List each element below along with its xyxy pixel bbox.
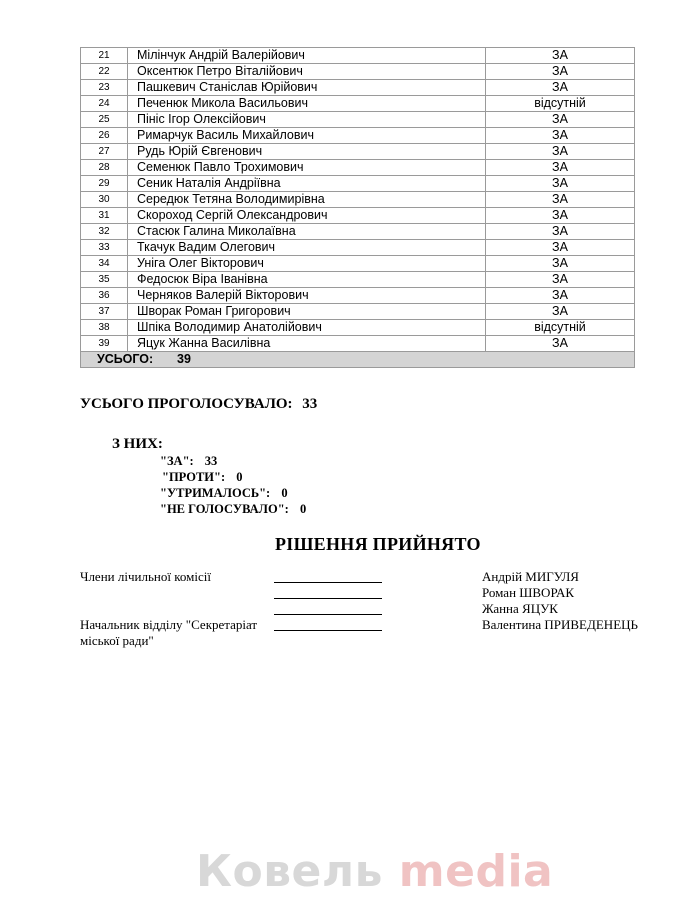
row-number: 32 xyxy=(81,224,128,240)
head-name: Валентина ПРИВЕДЕНЕЦЬ xyxy=(482,617,638,632)
vote-result: ЗА xyxy=(486,240,635,256)
vote-result: ЗА xyxy=(486,176,635,192)
table-row xyxy=(81,304,635,320)
signature-line-4 xyxy=(274,630,382,631)
vote-result: ЗА xyxy=(486,336,635,352)
row-number: 25 xyxy=(81,112,128,128)
table-row xyxy=(81,192,635,208)
row-number: 23 xyxy=(81,80,128,96)
table-row xyxy=(81,112,635,128)
deputy-name: Мілінчук Андрій Валерійович xyxy=(128,48,486,64)
table-row xyxy=(81,208,635,224)
vote-result: ЗА xyxy=(486,272,635,288)
table-row xyxy=(81,256,635,272)
row-number: 21 xyxy=(81,48,128,64)
vote-result: ЗА xyxy=(486,64,635,80)
vote-result: ЗА xyxy=(486,224,635,240)
member-name-3: Жанна ЯЦУК xyxy=(482,601,558,616)
vote-result: відсутній xyxy=(486,320,635,336)
deputy-name: Уніга Олег Вікторович xyxy=(128,256,486,272)
voted-label: УСЬОГО ПРОГОЛОСУВАЛО: xyxy=(80,396,293,412)
deputy-name: Пініс Ігор Олексійович xyxy=(128,112,486,128)
vote-result: відсутній xyxy=(486,96,635,112)
signature-line-3 xyxy=(274,614,382,615)
against-count xyxy=(162,470,243,485)
voting-table xyxy=(80,47,635,368)
signature-line-1 xyxy=(274,582,382,583)
deputy-name: Стасюк Галина Миколаївна xyxy=(128,224,486,240)
watermark-part-2: media xyxy=(398,846,554,897)
decision-title: РІШЕННЯ ПРИЙНЯТО xyxy=(275,534,481,554)
vote-result: ЗА xyxy=(486,48,635,64)
signature-line-2 xyxy=(274,598,382,599)
deputy-name: Середюк Тетяна Володимирівна xyxy=(128,192,486,208)
vote-result: ЗА xyxy=(486,144,635,160)
table-row xyxy=(81,64,635,80)
table-row xyxy=(81,128,635,144)
vote-result: ЗА xyxy=(486,304,635,320)
vote-result: ЗА xyxy=(486,208,635,224)
total-value: 39 xyxy=(177,352,191,366)
deputy-name: Семенюк Павло Трохимович xyxy=(128,160,486,176)
table-row xyxy=(81,160,635,176)
vote-result: ЗА xyxy=(486,192,635,208)
abstained-value: 0 xyxy=(281,486,288,500)
head-label xyxy=(80,617,257,648)
row-number: 31 xyxy=(81,208,128,224)
table-row xyxy=(81,288,635,304)
deputy-name: Шворак Роман Григорович xyxy=(128,304,486,320)
deputy-name: Оксентюк Петро Віталійович xyxy=(128,64,486,80)
deputy-name: Черняков Валерій Вікторович xyxy=(128,288,486,304)
vote-result: ЗА xyxy=(486,288,635,304)
voted-summary xyxy=(80,396,317,413)
for-label: "ЗА": xyxy=(160,454,194,468)
head-label-line-2: міської ради" xyxy=(80,632,154,648)
not-voted-value: 0 xyxy=(299,502,307,516)
row-number: 34 xyxy=(81,256,128,272)
abstained-label: "УТРИМАЛОСЬ": xyxy=(160,486,271,500)
row-number: 27 xyxy=(81,144,128,160)
vote-result: ЗА xyxy=(486,256,635,272)
deputy-name: Скороход Сергій Олександрович xyxy=(128,208,486,224)
not-voted-label: "НЕ ГОЛОСУВАЛО": xyxy=(160,502,289,516)
total-row xyxy=(81,352,635,368)
row-number: 39 xyxy=(81,336,128,352)
row-number: 37 xyxy=(81,304,128,320)
row-number: 30 xyxy=(81,192,128,208)
deputy-name: Рудь Юрій Євгенович xyxy=(128,144,486,160)
deputy-name: Ткачук Вадим Олегович xyxy=(128,240,486,256)
commission-label: Члени лічильної комісії xyxy=(80,569,211,584)
against-value: 0 xyxy=(236,470,243,484)
total-label: УСЬОГО: xyxy=(97,352,154,366)
of-them-heading: З НИХ: xyxy=(112,436,163,452)
table-row xyxy=(81,144,635,160)
vote-result: ЗА xyxy=(486,80,635,96)
table-row xyxy=(81,320,635,336)
row-number: 33 xyxy=(81,240,128,256)
vote-result: ЗА xyxy=(486,160,635,176)
watermark-logo xyxy=(196,846,553,897)
deputy-name: Федосюк Віра Іванівна xyxy=(128,272,486,288)
deputy-name: Яцук Жанна Василівна xyxy=(128,336,486,352)
table-row xyxy=(81,272,635,288)
table-row xyxy=(81,48,635,64)
row-number: 28 xyxy=(81,160,128,176)
table-row xyxy=(81,96,635,112)
table-row xyxy=(81,80,635,96)
member-name-1: Андрій МИГУЛЯ xyxy=(482,569,579,584)
row-number: 26 xyxy=(81,128,128,144)
not-voted-count xyxy=(160,502,306,517)
voted-value: 33 xyxy=(302,396,318,412)
deputy-name: Печенюк Микола Васильович xyxy=(128,96,486,112)
row-number: 22 xyxy=(81,64,128,80)
head-label-line-1: Начальник відділу "Секретаріат xyxy=(80,617,258,632)
deputy-name: Римарчук Василь Михайлович xyxy=(128,128,486,144)
row-number: 35 xyxy=(81,272,128,288)
abstained-count xyxy=(160,486,288,501)
vote-result: ЗА xyxy=(486,128,635,144)
for-count xyxy=(160,454,217,469)
table-row xyxy=(81,224,635,240)
table-row xyxy=(81,176,635,192)
table-row xyxy=(81,336,635,352)
deputy-name: Пашкевич Станіслав Юрійович xyxy=(128,80,486,96)
row-number: 24 xyxy=(81,96,128,112)
row-number: 36 xyxy=(81,288,128,304)
against-label: "ПРОТИ": xyxy=(162,470,226,484)
for-value: 33 xyxy=(204,454,218,468)
table-row xyxy=(81,240,635,256)
watermark-part-1: Ковель xyxy=(196,846,383,897)
row-number: 29 xyxy=(81,176,128,192)
deputy-name: Шпіка Володимир Анатолійович xyxy=(128,320,486,336)
row-number: 38 xyxy=(81,320,128,336)
deputy-name: Сеник Наталія Андріївна xyxy=(128,176,486,192)
vote-result: ЗА xyxy=(486,112,635,128)
member-name-2: Роман ШВОРАК xyxy=(482,585,575,600)
